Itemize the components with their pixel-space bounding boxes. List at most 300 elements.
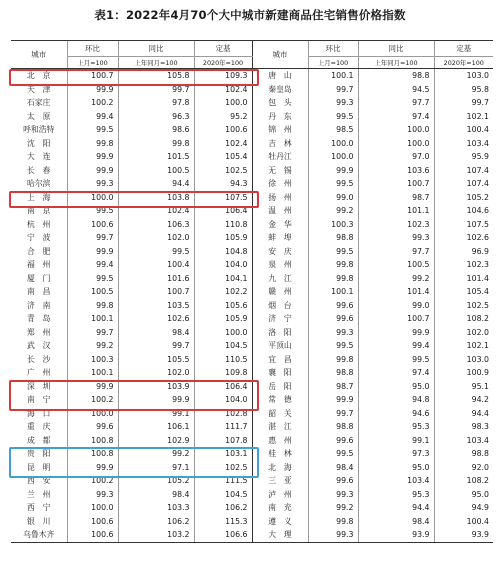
cell-yoy-right: 97.0 — [358, 150, 434, 164]
cell-yoy-right: 97.4 — [358, 110, 434, 124]
cell-yoy-left: 102.0 — [118, 231, 194, 245]
cell-city-left: 上 海 — [27, 192, 51, 202]
cell-mom-right: 98.4 — [308, 461, 358, 475]
cell-city-left: 宁 波 — [27, 233, 51, 242]
cell-fixed-right: 104.6 — [434, 204, 493, 218]
cell-mom-right: 99.6 — [308, 312, 358, 326]
cell-city-right: 泉 州 — [252, 258, 308, 272]
cell-city-left: 北 京 — [27, 71, 51, 80]
table-row — [11, 191, 493, 205]
cell-fixed-left: 104.8 — [194, 245, 252, 259]
cell-city-right: 徐 州 — [252, 177, 308, 191]
cell-fixed-left: 104.0 — [194, 393, 252, 407]
cell-mom-left: 100.6 — [67, 218, 118, 232]
table-row — [11, 150, 493, 164]
cell-city-left: 成 都 — [27, 435, 51, 445]
cell-city-right: 三 亚 — [252, 474, 308, 488]
cell-city-left: 南 昌 — [27, 287, 51, 296]
cell-mom-left: 99.5 — [67, 272, 118, 286]
cell-mom-left: 100.5 — [67, 285, 118, 299]
table-row — [11, 285, 493, 299]
table-row — [11, 299, 493, 313]
cell-mom-left: 99.9 — [67, 461, 118, 475]
cell-city-right: 岳 阳 — [252, 380, 308, 394]
cell-mom-right: 99.8 — [308, 272, 358, 286]
cell-mom-right: 100.3 — [308, 218, 358, 232]
cell-yoy-left: 98.4 — [118, 326, 194, 340]
cell-city-left: 兰 州 — [27, 489, 51, 499]
cell-yoy-right: 101.4 — [358, 285, 434, 299]
cell-yoy-left: 102.9 — [118, 434, 194, 448]
cell-mom-right: 99.5 — [308, 447, 358, 461]
cell-city-left: 福 州 — [27, 260, 51, 269]
table-row — [11, 96, 493, 110]
cell-city-left: 石家庄 — [27, 98, 51, 107]
cell-yoy-left: 105.8 — [118, 69, 194, 83]
cell-city-right: 安 庆 — [252, 245, 308, 259]
table-row — [11, 434, 493, 448]
cell-fixed-right: 100.4 — [434, 123, 493, 137]
cell-fixed-right: 102.0 — [434, 326, 493, 340]
cell-city-left: 郑 州 — [27, 327, 51, 337]
cell-fixed-left: 102.8 — [194, 407, 252, 421]
table-row — [11, 164, 493, 178]
table-row — [11, 461, 493, 475]
cell-mom-right: 99.9 — [308, 393, 358, 407]
cell-city-right: 洛 阳 — [252, 326, 308, 340]
page-title: 表1：2022年4月70个大中城市新建商品住宅销售价格指数 — [94, 8, 406, 22]
cell-city-right: 大 理 — [252, 528, 308, 542]
table-row — [11, 353, 493, 367]
cell-fixed-right: 107.4 — [434, 164, 493, 178]
cell-mom-right: 99.3 — [308, 326, 358, 340]
cell-mom-left: 100.1 — [67, 312, 118, 326]
cell-fixed-right: 96.9 — [434, 245, 493, 259]
cell-yoy-left: 99.7 — [118, 83, 194, 97]
cell-mom-left: 100.6 — [67, 528, 118, 542]
table-row — [11, 393, 493, 407]
cell-city-right: 南 充 — [252, 501, 308, 515]
cell-mom-right: 100.0 — [308, 137, 358, 151]
cell-yoy-right: 99.4 — [358, 339, 434, 353]
cell-yoy-left: 103.8 — [118, 191, 194, 205]
col-header-mom-left: 环比 — [67, 41, 118, 57]
cell-fixed-left: 104.5 — [194, 488, 252, 502]
cell-fixed-right: 102.6 — [434, 231, 493, 245]
cell-mom-right: 99.5 — [308, 177, 358, 191]
cell-fixed-right: 100.9 — [434, 366, 493, 380]
cell-fixed-right: 107.5 — [434, 218, 493, 232]
cell-city-right: 平顶山 — [252, 339, 308, 353]
cell-fixed-left: 105.9 — [194, 231, 252, 245]
cell-city-right: 蚌 埠 — [252, 231, 308, 245]
col-header-yoy-right: 同比 — [358, 41, 434, 57]
cell-city-left: 太 原 — [27, 111, 51, 121]
cell-city-right: 泸 州 — [252, 488, 308, 502]
cell-mom-right: 99.3 — [308, 96, 358, 110]
cell-mom-right: 98.8 — [308, 366, 358, 380]
cell-mom-left: 99.4 — [67, 110, 118, 124]
cell-yoy-left: 101.5 — [118, 150, 194, 164]
cell-fixed-right: 102.3 — [434, 258, 493, 272]
cell-mom-right: 99.8 — [308, 515, 358, 529]
cell-yoy-left: 99.7 — [118, 339, 194, 353]
col-header-city-right: 城市 — [252, 41, 308, 69]
cell-city-right: 襄 阳 — [252, 366, 308, 380]
cell-yoy-left: 102.4 — [118, 204, 194, 218]
cell-mom-left: 99.5 — [67, 204, 118, 218]
cell-yoy-right: 95.3 — [358, 420, 434, 434]
cell-fixed-left: 111.5 — [194, 474, 252, 488]
cell-city-left: 哈尔滨 — [27, 179, 51, 188]
cell-yoy-right: 98.7 — [358, 191, 434, 205]
cell-yoy-left: 102.6 — [118, 312, 194, 326]
cell-yoy-right: 95.0 — [358, 380, 434, 394]
cell-yoy-left: 96.3 — [118, 110, 194, 124]
cell-mom-right: 99.2 — [308, 204, 358, 218]
cell-yoy-left: 106.2 — [118, 515, 194, 529]
col-header-fixed-right: 定基 — [434, 41, 493, 57]
table-row — [11, 204, 493, 218]
cell-mom-left: 100.1 — [67, 366, 118, 380]
table-row — [11, 447, 493, 461]
cell-fixed-right: 107.4 — [434, 177, 493, 191]
cell-yoy-left: 98.6 — [118, 123, 194, 137]
cell-city-left: 西 宁 — [27, 503, 51, 512]
cell-fixed-left: 102.4 — [194, 137, 252, 151]
cell-yoy-left: 99.8 — [118, 137, 194, 151]
cell-city-right: 常 德 — [252, 393, 308, 407]
cell-fixed-right: 99.7 — [434, 96, 493, 110]
cell-city-left: 长 春 — [27, 165, 51, 175]
cell-fixed-left: 109.8 — [194, 366, 252, 380]
table-row — [11, 515, 493, 529]
cell-fixed-left: 100.0 — [194, 326, 252, 340]
cell-fixed-right: 93.9 — [434, 528, 493, 542]
cell-fixed-right: 108.2 — [434, 312, 493, 326]
col-subheader-yoy-right: 上年同月=100 — [358, 57, 434, 69]
cell-fixed-left: 107.8 — [194, 434, 252, 448]
cell-city-right: 韶 关 — [252, 407, 308, 421]
cell-city-left: 大 连 — [27, 152, 51, 161]
cell-fixed-left: 104.0 — [194, 258, 252, 272]
cell-yoy-left: 106.1 — [118, 420, 194, 434]
cell-mom-left: 99.4 — [67, 258, 118, 272]
cell-city-left: 南 京 — [27, 206, 51, 215]
cell-mom-right: 99.5 — [308, 110, 358, 124]
cell-city-right: 秦皇岛 — [252, 83, 308, 97]
cell-fixed-left: 106.4 — [194, 204, 252, 218]
cell-fixed-right: 103.4 — [434, 434, 493, 448]
cell-mom-right: 98.8 — [308, 231, 358, 245]
cell-city-right: 桂 林 — [252, 447, 308, 461]
cell-fixed-left: 106.6 — [194, 528, 252, 542]
cell-city-left: 武 汉 — [27, 341, 51, 350]
cell-fixed-right: 95.9 — [434, 150, 493, 164]
cell-yoy-right: 97.3 — [358, 447, 434, 461]
table-row — [11, 110, 493, 124]
cell-fixed-right: 102.1 — [434, 339, 493, 353]
cell-fixed-left: 102.5 — [194, 461, 252, 475]
col-subheader-mom-right: 上月=100 — [308, 57, 358, 69]
cell-mom-left: 100.6 — [67, 515, 118, 529]
cell-fixed-left: 115.3 — [194, 515, 252, 529]
cell-city-right: 温 州 — [252, 204, 308, 218]
cell-city-left: 厦 门 — [27, 273, 51, 283]
cell-fixed-left: 104.5 — [194, 339, 252, 353]
cell-fixed-right: 102.5 — [434, 299, 493, 313]
cell-city-left: 济 南 — [27, 300, 51, 310]
cell-city-left: 杭 州 — [27, 219, 51, 229]
cell-mom-right: 98.5 — [308, 123, 358, 137]
col-subheader-fixed-right: 2020年=100 — [434, 57, 493, 69]
cell-city-left: 长 沙 — [27, 354, 51, 364]
cell-city-left: 沈 阳 — [27, 138, 51, 148]
cell-mom-left: 99.8 — [67, 137, 118, 151]
cell-mom-left: 100.8 — [67, 434, 118, 448]
cell-city-left: 贵 阳 — [27, 449, 51, 458]
cell-mom-right: 99.5 — [308, 245, 358, 259]
cell-fixed-left: 104.1 — [194, 272, 252, 286]
cell-yoy-right: 95.0 — [358, 461, 434, 475]
cell-fixed-right: 98.3 — [434, 420, 493, 434]
cell-mom-left: 99.9 — [67, 380, 118, 394]
col-header-fixed-left: 定基 — [194, 41, 252, 57]
cell-yoy-right: 100.7 — [358, 312, 434, 326]
cell-yoy-left: 94.4 — [118, 177, 194, 191]
cell-city-right: 赣 州 — [252, 285, 308, 299]
cell-city-right: 丹 东 — [252, 110, 308, 124]
cell-fixed-left: 100.6 — [194, 123, 252, 137]
cell-mom-right: 100.1 — [308, 69, 358, 83]
cell-mom-left: 100.0 — [67, 191, 118, 205]
cell-yoy-right: 100.0 — [358, 123, 434, 137]
cell-fixed-right: 102.1 — [434, 110, 493, 124]
cell-city-left: 重 庆 — [27, 422, 51, 431]
cell-mom-left: 100.8 — [67, 447, 118, 461]
table-row — [11, 231, 493, 245]
cell-yoy-right: 94.6 — [358, 407, 434, 421]
cell-fixed-left: 102.2 — [194, 285, 252, 299]
cell-mom-right: 99.5 — [308, 339, 358, 353]
cell-mom-left: 99.5 — [67, 123, 118, 137]
cell-yoy-right: 103.4 — [358, 474, 434, 488]
table-row — [11, 123, 493, 137]
cell-yoy-left: 99.5 — [118, 245, 194, 259]
cell-yoy-left: 103.9 — [118, 380, 194, 394]
cell-yoy-right: 97.7 — [358, 96, 434, 110]
table-row — [11, 407, 493, 421]
cell-fixed-right: 105.4 — [434, 285, 493, 299]
cell-city-left: 银 川 — [27, 516, 51, 526]
cell-yoy-right: 100.5 — [358, 258, 434, 272]
cell-yoy-right: 99.1 — [358, 434, 434, 448]
cell-fixed-right: 92.0 — [434, 461, 493, 475]
cell-yoy-right: 98.8 — [358, 69, 434, 83]
table-row — [11, 528, 493, 542]
price-index-table — [11, 40, 493, 543]
cell-yoy-right: 99.3 — [358, 231, 434, 245]
cell-city-right: 惠 州 — [252, 434, 308, 448]
cell-yoy-right: 101.1 — [358, 204, 434, 218]
cell-fixed-right: 103.0 — [434, 69, 493, 83]
cell-mom-right: 99.6 — [308, 434, 358, 448]
table-row — [11, 137, 493, 151]
cell-yoy-left: 105.5 — [118, 353, 194, 367]
cell-yoy-right: 102.3 — [358, 218, 434, 232]
cell-fixed-right: 105.2 — [434, 191, 493, 205]
table-row — [11, 272, 493, 286]
cell-yoy-right: 99.9 — [358, 326, 434, 340]
cell-mom-left: 100.2 — [67, 474, 118, 488]
cell-yoy-left: 99.2 — [118, 447, 194, 461]
cell-yoy-right: 97.7 — [358, 245, 434, 259]
cell-city-right: 九 江 — [252, 272, 308, 286]
cell-mom-right: 99.3 — [308, 528, 358, 542]
cell-yoy-left: 103.5 — [118, 299, 194, 313]
cell-mom-left: 100.3 — [67, 353, 118, 367]
cell-fixed-left: 95.2 — [194, 110, 252, 124]
cell-city-right: 无 锡 — [252, 164, 308, 178]
cell-city-left: 青 岛 — [27, 314, 51, 323]
cell-mom-right: 99.9 — [308, 164, 358, 178]
table-row — [11, 488, 493, 502]
cell-yoy-right: 99.2 — [358, 272, 434, 286]
cell-city-left: 海 口 — [27, 408, 51, 418]
table-row — [11, 380, 493, 394]
cell-mom-right: 99.6 — [308, 299, 358, 313]
cell-yoy-right: 93.9 — [358, 528, 434, 542]
cell-fixed-right: 95.8 — [434, 83, 493, 97]
table-row — [11, 83, 493, 97]
cell-mom-right: 100.1 — [308, 285, 358, 299]
cell-mom-left: 99.2 — [67, 339, 118, 353]
cell-city-left: 广 州 — [27, 368, 51, 377]
cell-yoy-left: 105.2 — [118, 474, 194, 488]
cell-city-right: 宜 昌 — [252, 353, 308, 367]
cell-city-right: 吉 林 — [252, 137, 308, 151]
cell-mom-left: 99.9 — [67, 164, 118, 178]
cell-mom-right: 99.6 — [308, 474, 358, 488]
cell-city-left: 天 津 — [27, 84, 51, 94]
cell-fixed-left: 106.2 — [194, 501, 252, 515]
cell-yoy-right: 94.8 — [358, 393, 434, 407]
cell-mom-left: 99.9 — [67, 83, 118, 97]
cell-mom-left: 100.0 — [67, 407, 118, 421]
cell-fixed-right: 98.8 — [434, 447, 493, 461]
cell-yoy-left: 98.4 — [118, 488, 194, 502]
cell-fixed-left: 100.0 — [194, 96, 252, 110]
cell-fixed-right: 94.2 — [434, 393, 493, 407]
cell-city-right: 唐 山 — [252, 69, 308, 83]
cell-yoy-right: 100.0 — [358, 137, 434, 151]
cell-mom-left: 99.3 — [67, 177, 118, 191]
cell-yoy-left: 103.2 — [118, 528, 194, 542]
cell-yoy-left: 103.3 — [118, 501, 194, 515]
cell-yoy-right: 94.5 — [358, 83, 434, 97]
cell-mom-right: 99.8 — [308, 258, 358, 272]
cell-mom-left: 99.7 — [67, 326, 118, 340]
cell-city-left: 乌鲁木齐 — [11, 528, 67, 542]
cell-fixed-left: 105.6 — [194, 299, 252, 313]
cell-fixed-left: 111.7 — [194, 420, 252, 434]
cell-yoy-left: 99.9 — [118, 393, 194, 407]
cell-city-right: 扬 州 — [252, 191, 308, 205]
cell-mom-left: 100.7 — [67, 69, 118, 83]
cell-yoy-right: 94.4 — [358, 501, 434, 515]
cell-fixed-left: 94.3 — [194, 177, 252, 191]
cell-fixed-left: 106.4 — [194, 380, 252, 394]
cell-yoy-right: 103.6 — [358, 164, 434, 178]
table-body — [11, 69, 493, 543]
cell-city-left: 西 安 — [27, 476, 51, 485]
table-row — [11, 69, 493, 83]
cell-mom-right: 99.7 — [308, 83, 358, 97]
col-subheader-yoy-left: 上年同月=100 — [118, 57, 194, 69]
cell-mom-right: 99.0 — [308, 191, 358, 205]
cell-yoy-right: 95.3 — [358, 488, 434, 502]
cell-city-left: 南 宁 — [27, 395, 51, 404]
cell-mom-left: 100.2 — [67, 96, 118, 110]
cell-fixed-left: 110.5 — [194, 353, 252, 367]
cell-yoy-left: 106.3 — [118, 218, 194, 232]
cell-city-right: 遵 义 — [252, 515, 308, 529]
cell-fixed-left: 102.5 — [194, 164, 252, 178]
table-row — [11, 177, 493, 191]
table-row — [11, 474, 493, 488]
price-index-table-container — [11, 40, 493, 562]
cell-mom-left: 99.9 — [67, 150, 118, 164]
cell-fixed-right: 94.9 — [434, 501, 493, 515]
cell-fixed-right: 100.4 — [434, 515, 493, 529]
cell-mom-left: 99.6 — [67, 420, 118, 434]
cell-city-right: 金 华 — [252, 218, 308, 232]
cell-city-right: 济 宁 — [252, 312, 308, 326]
cell-fixed-left: 110.8 — [194, 218, 252, 232]
table-row — [11, 218, 493, 232]
cell-mom-right: 98.7 — [308, 380, 358, 394]
cell-mom-right: 99.2 — [308, 501, 358, 515]
cell-mom-right: 100.0 — [308, 150, 358, 164]
table-row — [11, 245, 493, 259]
cell-mom-right: 99.8 — [308, 353, 358, 367]
col-header-city-left: 城市 — [11, 41, 67, 69]
cell-fixed-right: 103.4 — [434, 137, 493, 151]
cell-city-right: 锦 州 — [252, 123, 308, 137]
col-header-yoy-left: 同比 — [118, 41, 194, 57]
cell-mom-left: 99.8 — [67, 299, 118, 313]
cell-city-left: 昆 明 — [27, 462, 51, 472]
cell-city-left: 深 圳 — [27, 381, 51, 391]
cell-mom-left: 99.7 — [67, 231, 118, 245]
cell-city-right: 牡丹江 — [252, 150, 308, 164]
cell-fixed-right: 95.0 — [434, 488, 493, 502]
cell-fixed-left: 105.4 — [194, 150, 252, 164]
cell-mom-left: 100.2 — [67, 393, 118, 407]
col-subheader-mom-left: 上月=100 — [67, 57, 118, 69]
cell-mom-right: 99.3 — [308, 488, 358, 502]
cell-yoy-left: 97.8 — [118, 96, 194, 110]
col-subheader-fixed-left: 2020年=100 — [194, 57, 252, 69]
cell-city-right: 北 海 — [252, 461, 308, 475]
cell-fixed-left: 102.4 — [194, 83, 252, 97]
cell-yoy-left: 97.1 — [118, 461, 194, 475]
cell-fixed-left: 103.1 — [194, 447, 252, 461]
cell-yoy-right: 97.4 — [358, 366, 434, 380]
table-row — [11, 339, 493, 353]
cell-fixed-left: 105.9 — [194, 312, 252, 326]
table-row — [11, 366, 493, 380]
